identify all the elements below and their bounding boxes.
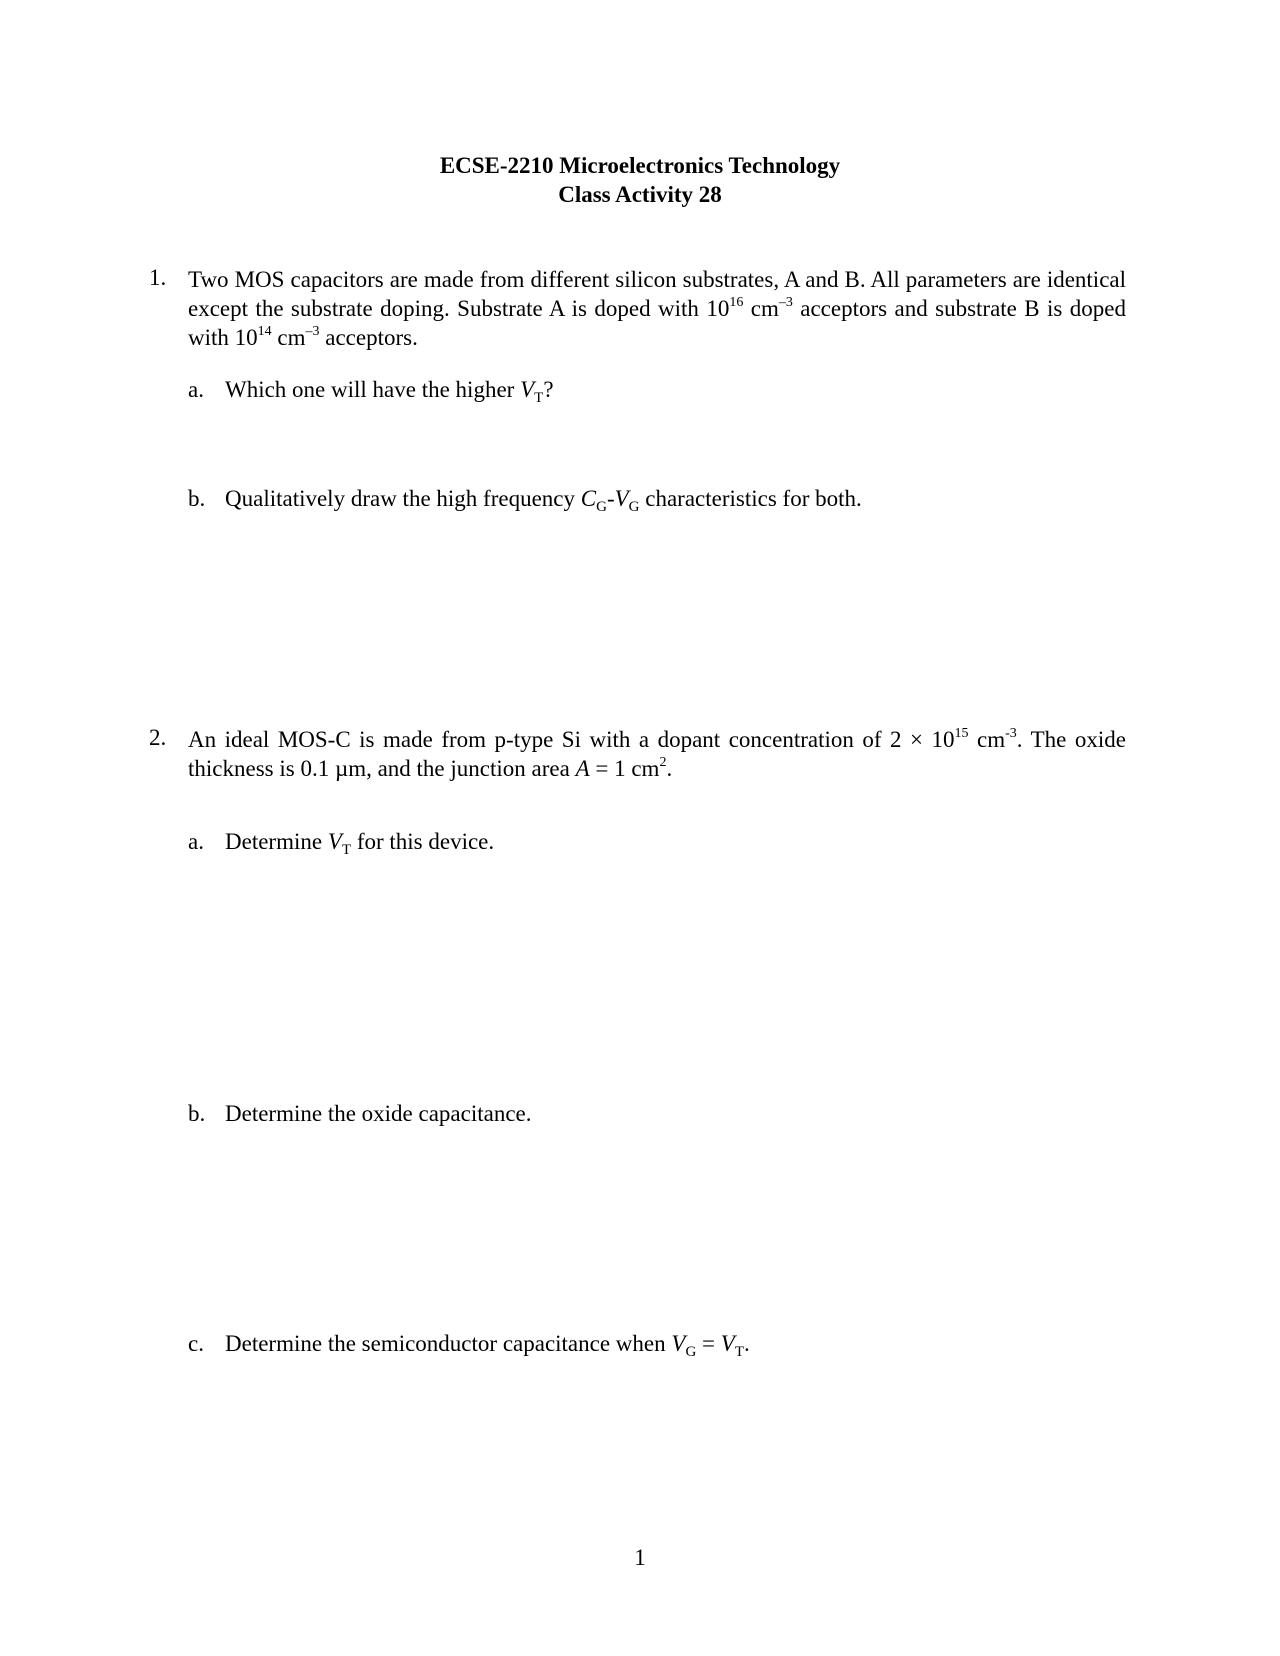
q2c-var1: V — [671, 1331, 686, 1356]
q2c-text-main: Determine the semiconductor capacitance when — [225, 1331, 672, 1356]
q2c-eq: = — [696, 1331, 721, 1356]
q1-unit-a: cm — [743, 296, 779, 321]
q1b-dash: - — [606, 486, 615, 511]
question-1-number: 1. — [149, 265, 167, 290]
q2a-text-main: Determine — [225, 829, 328, 854]
q1-unit-b: cm — [271, 325, 306, 350]
q2-text-part3: = 1 cm — [589, 756, 660, 781]
q2-text-part4: . — [666, 756, 673, 781]
q2a-after: for this device. — [351, 829, 495, 854]
q2c-var1-sub: G — [685, 1344, 697, 1360]
activity-title: Class Activity 28 — [558, 182, 722, 207]
q2a-var-sub: T — [341, 842, 352, 858]
q2-text-part2: . The oxide thickness is 0.1 µm, and the junction area — [188, 727, 1126, 781]
q2a-text — [225, 827, 494, 856]
q1b-text-main: Qualitatively draw the high frequency — [225, 486, 581, 511]
q1-unit-exp-a: –3 — [778, 295, 793, 310]
q1a-var-sub: T — [534, 390, 544, 406]
q2a-label: a. — [188, 829, 204, 854]
q2-text-part1: An ideal MOS-C is made from p-type Si with a dopant concentration of 2 × 10 — [188, 727, 955, 752]
q2-unit-exp: -3 — [1005, 726, 1017, 741]
q2c-var2-sub: T — [734, 1344, 745, 1360]
q1b-text — [225, 484, 862, 513]
q1a-text — [225, 375, 554, 404]
q1a-text-main: Which one will have the higher — [225, 377, 521, 402]
q1-unit-exp-b: –3 — [305, 324, 320, 339]
q2c-after: . — [744, 1331, 750, 1356]
q1-text-part2: acceptors and substrate B is doped with 10 — [188, 296, 1126, 350]
q1-exp-a: 16 — [729, 295, 744, 310]
q2b-label: b. — [188, 1101, 206, 1126]
q1b-var2-sub: G — [628, 499, 640, 515]
q1-text-part1: Two MOS capacitors are made from different silicon substrates, A and B. All parameters are identical except the substrate doping. Substrate A is doped with 10 — [188, 267, 1126, 321]
q2-area-var: A — [575, 756, 590, 781]
q1-exp-b: 14 — [257, 324, 272, 339]
q2c-label: c. — [188, 1331, 204, 1356]
question-1-text — [188, 265, 1126, 352]
q1b-after: characteristics for both. — [639, 486, 862, 511]
q1a-var: V — [520, 377, 535, 402]
q1a-label: a. — [188, 377, 204, 402]
q2c-var2: V — [720, 1331, 735, 1356]
question-2-number: 2. — [149, 725, 167, 750]
q1a-after: ? — [543, 377, 554, 402]
q2-unit: cm — [968, 727, 1006, 752]
q1b-var1: C — [580, 486, 597, 511]
question-2-text — [188, 725, 1126, 783]
q2-exp: 15 — [954, 726, 969, 741]
q1b-var2: V — [614, 486, 629, 511]
page-number: 1 — [634, 1545, 646, 1570]
q2b-text: Determine the oxide capacitance. — [225, 1101, 532, 1126]
q1b-label: b. — [188, 486, 206, 511]
course-title: ECSE-2210 Microelectronics Technology — [439, 153, 841, 178]
q2c-text — [225, 1329, 750, 1358]
q1b-var1-sub: G — [596, 499, 607, 515]
q2a-var: V — [327, 829, 342, 854]
q1-text-part3: acceptors. — [319, 325, 418, 350]
q2-area-exp: 2 — [659, 755, 667, 770]
